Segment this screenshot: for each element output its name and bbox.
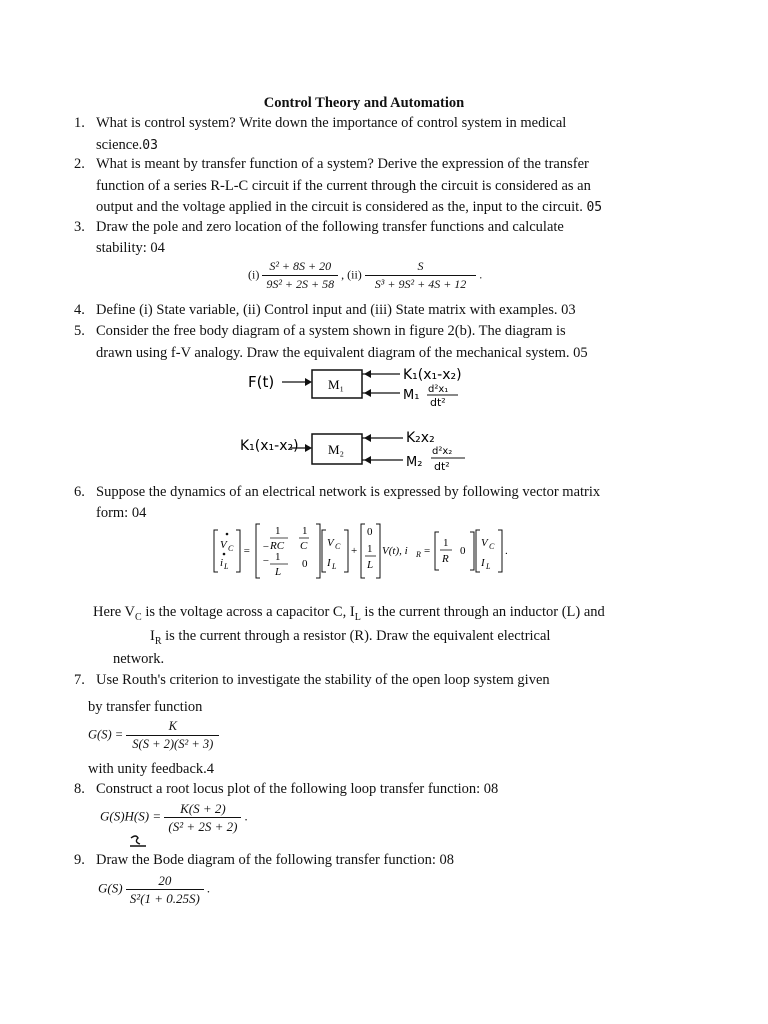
question-text: by transfer function [88, 699, 203, 715]
derivative-den: dt² [430, 396, 446, 409]
numerator: 20 [158, 873, 172, 888]
subscript: L [354, 611, 361, 623]
marks: 03 [142, 138, 158, 153]
question-text: What is meant by transfer function of a system? Derive the expression of the transfer [96, 156, 589, 172]
inertia-mass: M₁ [403, 388, 420, 403]
text: is the current through an inductor (L) and [360, 604, 605, 620]
lhs: G(S) = [88, 727, 124, 742]
lhs: G(S)H(S) = [100, 808, 162, 824]
question-text: Use Routh's criterion to investigate the stability of the open loop system given [96, 672, 550, 688]
svg-text:V: V [220, 539, 227, 551]
svg-text:0: 0 [367, 526, 373, 538]
spring-left-term: K₁(x₁-x₂) [240, 438, 299, 454]
svg-text:L: L [367, 559, 374, 571]
svg-text:1: 1 [302, 525, 308, 537]
question-text: Suppose the dynamics of an electrical network is expressed by following vector matrix [96, 484, 601, 500]
derivative-den-2: dt² [434, 460, 450, 473]
svg-text:L: L [224, 562, 229, 571]
svg-text:C: C [489, 542, 495, 551]
handwritten-mark [128, 834, 150, 848]
lhs: G(S) [98, 880, 123, 896]
question-text: Define (i) State variable, (ii) Control input and (iii) State matrix with examples. 03 [96, 302, 576, 318]
page-title: Control Theory and Automation [263, 95, 465, 111]
svg-text:V: V [327, 537, 334, 549]
subscript: C [135, 611, 142, 623]
denominator: S(S + 2)(S² + 3) [126, 735, 219, 753]
numerator: S [417, 259, 424, 273]
svg-text:−: − [262, 555, 270, 567]
numerator: S² + 8S + 20 [269, 259, 332, 273]
question-number: 9. [74, 852, 85, 868]
svg-text:1: 1 [275, 551, 281, 563]
svg-text:i: i [220, 557, 224, 569]
fraction [164, 800, 241, 835]
state-equation [210, 520, 520, 580]
explanation-line-3: network. [113, 651, 165, 667]
svg-text:V: V [481, 537, 488, 549]
question-number: 6. [74, 484, 85, 500]
inertia-mass-2: M₂ [406, 455, 423, 470]
svg-text:V(t), i: V(t), i [382, 545, 408, 557]
svg-text:L: L [332, 562, 337, 571]
svg-text:C: C [228, 544, 234, 553]
free-body-diagram [220, 362, 520, 477]
question-text: What is control system? Write down the importance of control system in medical [96, 115, 567, 131]
transfer-function-9: G(S) $\frac{20}{\text{S²(1 + 0.25S)}}$ . [98, 873, 211, 906]
fraction [126, 718, 219, 753]
denominator: (S² + 2S + 2) [164, 817, 241, 835]
text: is the current through a resistor (R). Draw the equivalent electrical [161, 628, 551, 644]
svg-text:1: 1 [275, 525, 281, 537]
svg-text:.: . [505, 545, 508, 557]
question-text: function of a series R-L-C circuit if the current through the circuit is considered as an [96, 178, 591, 194]
svg-text:I: I [481, 557, 485, 569]
fraction [365, 258, 477, 293]
transfer-function-7 [88, 718, 219, 753]
svg-text:L: L [275, 566, 282, 578]
denominator: S³ + 9S² + 4S + 12 [365, 275, 477, 293]
svg-text:1: 1 [443, 537, 449, 549]
transfer-function-8: G(S)H(S) = $\frac{K(S + 2)}{\text{(S² + 2S + 2)}}$ . [100, 801, 248, 834]
svg-text:L: L [486, 562, 491, 571]
svg-text:I: I [327, 557, 331, 569]
subscript: R [154, 635, 162, 647]
spring-term: K₁(x₁-x₂) [403, 367, 462, 383]
question-text: drawn using f-V analogy. Draw the equivalent diagram of the mechanical system. 05 [96, 345, 588, 361]
denominator: S²(1 + 0.25S) [126, 889, 204, 907]
question-text: form: 04 [96, 505, 147, 521]
derivative-num: d²x₁ [428, 384, 449, 395]
svg-text:0: 0 [460, 545, 466, 557]
fraction [126, 872, 204, 907]
question-number: 1. [74, 115, 85, 131]
svg-text:+: + [351, 545, 358, 557]
svg-text:0: 0 [302, 558, 308, 570]
question-text: Construct a root locus plot of the following loop transfer function: 08 [96, 781, 499, 797]
svg-text:C: C [335, 542, 341, 551]
svg-text:R: R [442, 553, 449, 565]
question-text: Consider the free body diagram of a system shown in figure 2(b). The diagram is [96, 323, 566, 339]
equation-3: (i) $\frac{\text{S² + 8S + 20}}{\text{9S² + 2S + 58}}$ , (ii) $\frac{S}{\text{S³ + 9S² + 4S + 12}}$ . [248, 259, 483, 291]
mass-m1-label: M₁ [328, 377, 345, 392]
svg-text:1: 1 [367, 543, 373, 555]
question-text: output and the voltage applied in the circuit is considered as the, input to the circuit. [96, 199, 583, 215]
question-text: stability: 04 [96, 240, 165, 256]
question-text: science. [96, 137, 143, 153]
eq-label: (i) [248, 267, 260, 282]
question-number: 5. [74, 323, 85, 339]
question-text: Draw the pole and zero location of the following transfer functions and calculate [96, 219, 564, 235]
text: I [150, 628, 155, 644]
explanation-line-2 [150, 625, 650, 653]
numerator: K [168, 719, 177, 733]
question-text: Draw the Bode diagram of the following transfer function: 08 [96, 852, 454, 868]
derivative-num-2: d²x₂ [432, 446, 453, 457]
force-label: F(t) [248, 373, 275, 391]
svg-text:C: C [300, 540, 308, 552]
svg-text:=: = [424, 545, 431, 557]
fraction [262, 258, 338, 293]
spring-k2-term: K₂x₂ [406, 430, 435, 446]
question-number: 2. [74, 156, 85, 172]
eq-label: , (ii) [341, 267, 362, 282]
text: is the voltage across a capacitor C, I [141, 604, 355, 620]
marks: 05 [586, 200, 603, 215]
svg-text:RC: RC [270, 540, 285, 552]
svg-text:−: − [262, 541, 270, 553]
denominator: 9S² + 2S + 58 [262, 275, 338, 293]
question-number: 8. [74, 781, 85, 797]
question-number: 3. [74, 219, 85, 235]
question-number: 4. [74, 302, 85, 318]
question-number: 7. [74, 672, 85, 688]
svg-text:=: = [243, 545, 251, 557]
question-text: with unity feedback.4 [88, 761, 215, 777]
numerator: K(S + 2) [180, 801, 226, 816]
mass-m2-label: M₂ [328, 442, 345, 457]
svg-text:R: R [416, 550, 421, 559]
text: Here V [93, 604, 136, 620]
